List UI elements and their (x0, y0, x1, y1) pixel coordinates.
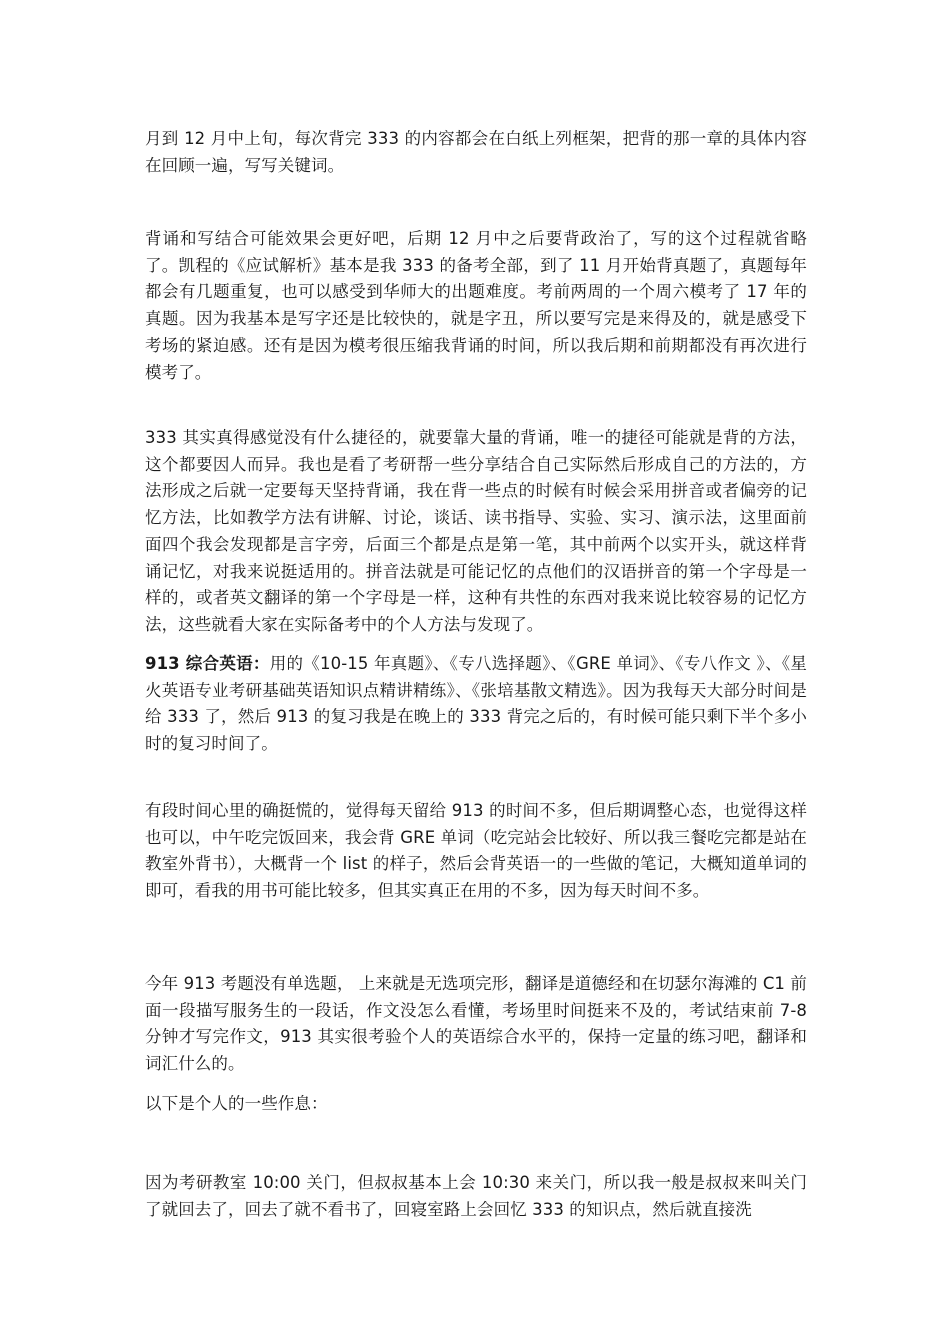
paragraph-text: 333 其实真得感觉没有什么捷径的，就要靠大量的背诵，唯一的捷径可能就是背的方法，这个都要因人而异。我也是看了考研帮一些分享结合自己实际然后形成自己的方法的，方法形成之后就一定要每天坚持背诵，我在背一些点的时候有时候会采用拼音或者偏旁的记忆方法，比如教学方法有讲解、讨论，谈话、读书指导、实验、实习、演示法，这里面前面四个我会发现都是言字旁，后面三个都是点是第一笔，其中前两个以实开头，就这样背诵记忆，对我来说挺适用的。拼音法就是可能记忆的点他们的汉语拼音的第一个字母是一样的，或者英文翻译的第一个字母是一样，这种有共性的东西对我来说比较容易的记忆方法，这些就看大家在实际备考中的个人方法与发现了。 (145, 428, 807, 634)
paragraph (145, 226, 807, 386)
paragraph (145, 971, 807, 1078)
paragraph (145, 798, 807, 905)
paragraph (145, 1091, 807, 1118)
section-heading: 913 综合英语： (145, 654, 270, 673)
paragraph (145, 1170, 807, 1223)
paragraph-text: 以下是个人的一些作息： (145, 1094, 328, 1113)
paragraph-text: 月到 12 月中上旬，每次背完 333 的内容都会在白纸上列框架，把背的那一章的具体内容在回顾一遍，写写关键词。 (145, 129, 807, 175)
paragraph-text: 用的《10-15 年真题》、《专八选择题》、《GRE 单词》、《专八作文 》、《星火英语专业考研基础英语知识点精讲精练》、《张培基散文精选》。因为我每天大部分时间是给 333 了，然后 913 的复习我是在晚上的 333 背完之后的，有时候可能只剩下半个多小时的复习时间了。 (145, 654, 807, 754)
paragraph (145, 126, 807, 179)
paragraph-text: 因为考研教室 10:00 关门，但叔叔基本上会 10:30 来关门，所以我一般是叔叔来叫关门了就回去了，回去了就不看书了，回寝室路上会回忆 333 的知识点，然后就直接洗 (145, 1173, 807, 1219)
paragraph-text: 今年 913 考题没有单选题， 上来就是无选项完形，翻译是道德经和在切瑟尔海滩的 C1 前面一段描写服务生的一段话，作文没怎么看懂，考场里时间挺来不及的，考试结束前 7-8 分钟才写完作文，913 其实很考验个人的英语综合水平的，保持一定量的练习吧，翻译和词汇什么的。 (145, 974, 807, 1074)
paragraph-text: 背诵和写结合可能效果会更好吧，后期 12 月中之后要背政治了，写的这个过程就省略了。凯程的《应试解析》基本是我 333 的备考全部，到了 11 月开始背真题了，真题每年都会有几题重复，也可以感受到华师大的出题难度。考前两周的一个周六模考了 17 年的真题。因为我基本是写字还是比较快的，就是字丑，所以要写完是来得及的，就是感受下考场的紧迫感。还有是因为模考很压缩我背诵的时间，所以我后期和前期都没有再次进行模考了。 (145, 229, 807, 382)
paragraph (145, 425, 807, 639)
paragraph (145, 651, 807, 758)
paragraph-text: 有段时间心里的确挺慌的，觉得每天留给 913 的时间不多，但后期调整心态，也觉得这样也可以，中午吃完饭回来，我会背 GRE 单词（吃完站会比较好、所以我三餐吃完都是站在教室外背书），大概背一个 list 的样子，然后会背英语一的一些做的笔记，大概知道单词的即可，看我的用书可能比较多，但其实真正在用的不多，因为每天时间不多。 (145, 801, 807, 901)
